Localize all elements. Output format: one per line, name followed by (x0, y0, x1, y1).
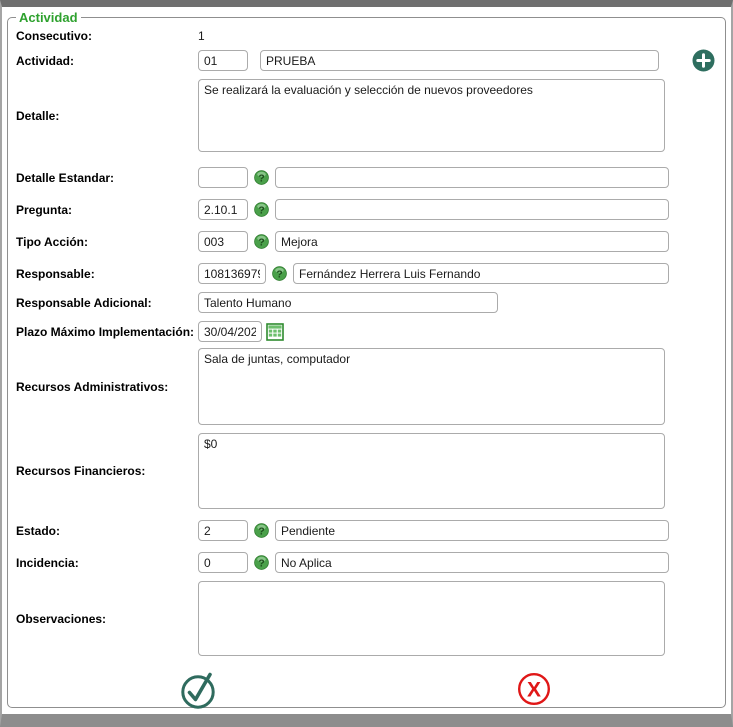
estado-name-input[interactable] (275, 520, 669, 541)
recursos-administrativos-label: Recursos Administrativos: (16, 379, 169, 394)
pregunta-code-input[interactable] (198, 199, 248, 220)
row-responsable-adicional (16, 292, 719, 313)
activity-fieldset (7, 10, 726, 708)
help-icon[interactable] (254, 234, 269, 249)
help-icon[interactable] (254, 523, 269, 538)
fieldset-title: Actividad (19, 10, 78, 25)
detalle-estandar-label: Detalle Estandar: (16, 170, 115, 185)
plus-circle-icon (692, 49, 715, 72)
x-circle-icon (517, 672, 551, 706)
plazo-maximo-label: Plazo Máximo Implementación: (16, 324, 195, 339)
row-actividad (16, 49, 719, 72)
row-tipo-accion (16, 231, 719, 252)
confirm-button[interactable] (179, 668, 219, 710)
consecutivo-value: 1 (198, 29, 205, 43)
row-pregunta (16, 199, 719, 220)
svg-text:X: X (526, 678, 542, 702)
svg-text:?: ? (258, 526, 265, 538)
help-icon[interactable] (254, 555, 269, 570)
svg-text:?: ? (276, 269, 283, 281)
actividad-label: Actividad: (16, 53, 75, 68)
recursos-financieros-textarea[interactable] (198, 433, 665, 509)
tipo-accion-name-input[interactable] (275, 231, 669, 252)
row-detalle-estandar (16, 167, 719, 188)
incidencia-code-input[interactable] (198, 552, 248, 573)
calendar-icon[interactable] (266, 323, 284, 341)
detalle-label: Detalle: (16, 108, 60, 123)
add-activity-button[interactable] (692, 49, 715, 72)
tipo-accion-label: Tipo Acción: (16, 234, 88, 249)
pregunta-label: Pregunta: (16, 202, 73, 217)
cancel-button[interactable] (517, 672, 551, 706)
svg-text:?: ? (258, 205, 265, 217)
row-recursos-administrativos (16, 348, 719, 425)
incidencia-name-input[interactable] (275, 552, 669, 573)
row-estado (16, 520, 719, 541)
observaciones-textarea[interactable] (198, 581, 665, 656)
row-detalle (16, 79, 719, 152)
recursos-financieros-label: Recursos Financieros: (16, 464, 146, 478)
tipo-accion-code-input[interactable] (198, 231, 248, 252)
help-icon[interactable] (254, 170, 269, 185)
detalle-estandar-name-input[interactable] (275, 167, 669, 188)
pregunta-name-input[interactable] (275, 199, 669, 220)
svg-text:?: ? (258, 558, 265, 570)
row-incidencia (16, 552, 719, 573)
consecutivo-label: Consecutivo: (16, 29, 93, 43)
actividad-name-input[interactable] (260, 50, 659, 71)
help-icon[interactable] (272, 266, 287, 281)
row-plazo-maximo (16, 321, 719, 342)
responsable-adicional-input[interactable] (198, 292, 498, 313)
detalle-textarea[interactable] (198, 79, 665, 152)
plazo-maximo-date-input[interactable] (198, 321, 262, 342)
svg-text:?: ? (258, 173, 265, 185)
observaciones-label: Observaciones: (16, 611, 107, 626)
responsable-name-input[interactable] (293, 263, 669, 284)
detalle-estandar-code-input[interactable] (198, 167, 248, 188)
row-recursos-financieros (16, 433, 719, 509)
responsable-label: Responsable: (16, 266, 95, 281)
recursos-administrativos-textarea[interactable] (198, 348, 665, 425)
row-consecutivo (16, 29, 719, 43)
estado-label: Estado: (16, 523, 61, 538)
estado-code-input[interactable] (198, 520, 248, 541)
row-responsable (16, 263, 719, 284)
check-circle-icon (179, 668, 219, 710)
row-observaciones (16, 581, 719, 656)
incidencia-label: Incidencia: (16, 555, 79, 570)
help-icon[interactable] (254, 202, 269, 217)
actions-row (14, 668, 719, 710)
responsable-adicional-label: Responsable Adicional: (16, 295, 152, 310)
actividad-code-input[interactable] (198, 50, 248, 71)
svg-text:?: ? (258, 237, 265, 249)
responsable-code-input[interactable] (198, 263, 266, 284)
